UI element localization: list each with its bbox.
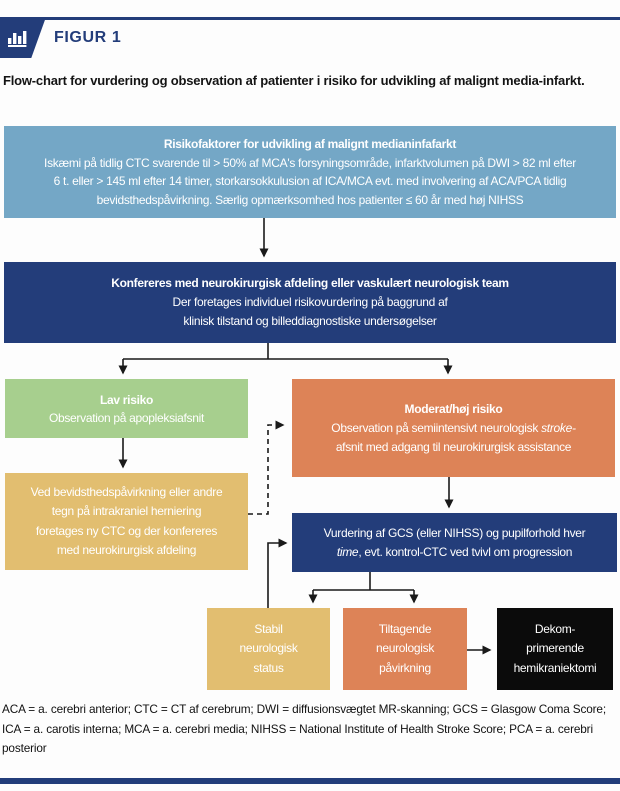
- assessment-line1: Vurdering af GCS (eller NIHSS) og pupilforhold hver: [323, 525, 586, 540]
- worsening-box: Tiltagende neurologisk påvirkning: [343, 608, 467, 690]
- conference-box: [4, 262, 616, 343]
- risk-factors-box: [4, 126, 616, 218]
- hemicraniectomy-box: Dekom- primerende hemikraniektomi: [497, 608, 613, 690]
- moderate-risk-line2: afsnit med adgang til neurokirurgisk assistance: [335, 439, 572, 454]
- conference-line1: Der foretages individuel risikovurdering på baggrund af: [172, 295, 448, 309]
- figure-label: FIGUR 1: [54, 29, 122, 46]
- moderate-risk-line1: Observation på semiintensivt neurologisk stroke-: [331, 420, 576, 435]
- abbreviations-footnote: ACA = a. cerebri anterior; CTC = CT af cerebrum; DWI = diffusionsvægtet MR-skanning; GCS = Glasgow Coma Score; ICA = a. carotis interna; MCA = a. cerebri media; NIHSS = National Institute of Health Stroke Score; PCA = a. cerebri posterior: [2, 702, 606, 755]
- risk-factors-line1: Iskæmi på tidlig CTC svarende til > 50% af MCA's forsyningsområde, infarktvolumen på DWI > 82 ml efter: [44, 155, 576, 170]
- herniation-line4: med neurokirurgisk afdeling: [56, 543, 197, 557]
- arrow-stable-to-assessment: [268, 543, 286, 608]
- dashed-arrow-herniation-to-moderate: [248, 425, 283, 514]
- risk-factors-title: Risikofaktorer for udvikling af malignt medianinfafarkt: [163, 137, 457, 151]
- bottom-rule: [0, 778, 620, 784]
- herniation-line3: foretages ny CTC og der konfereres: [35, 523, 218, 538]
- herniation-line1: Ved bevidsthedspåvirkning eller andre: [30, 484, 223, 499]
- herniation-line2: tegn på intrakraniel herniering: [51, 504, 202, 518]
- low-risk-title: Lav risiko: [99, 392, 154, 407]
- herniation-box: [5, 473, 248, 570]
- risk-factors-line3: bevidsthedspåvirkning. Særlig opmærksomhed hos patienter ≤ 60 år med høj NIHSS: [96, 192, 524, 207]
- moderate-risk-title: Moderat/høj risiko: [404, 401, 503, 416]
- assessment-line2: time, evt. kontrol-CTC ved tvivl om progression: [336, 544, 573, 559]
- low-risk-line1: Observation på apopleksiafsnit: [48, 410, 205, 425]
- time-italic: time: [336, 544, 359, 559]
- moderate-high-risk-box: [292, 379, 615, 477]
- assessment-box: [292, 513, 617, 572]
- stroke-italic: stroke-: [541, 420, 576, 435]
- top-rule: [0, 17, 620, 20]
- stable-status-box: Stabil neurologisk status: [207, 608, 330, 690]
- conference-line2: klinisk tilstand og billeddiagnostiske undersøgelser: [183, 314, 437, 328]
- low-risk-box: [5, 379, 248, 438]
- risk-factors-line2: 6 t. eller > 145 ml efter 14 timer, storkarsokkulusion af ICA/MCA evt. med involvering af ACA/PCA tidlig: [53, 174, 567, 188]
- figure-caption: Flow-chart for vurdering og observation af patienter i risiko for udvikling af malignt media-infarkt.: [3, 73, 585, 88]
- figure-badge: [0, 17, 46, 58]
- bar-chart-icon: [7, 29, 29, 47]
- conference-title: Konfereres med neurokirurgisk afdeling eller vaskulært neurologisk team: [111, 276, 509, 290]
